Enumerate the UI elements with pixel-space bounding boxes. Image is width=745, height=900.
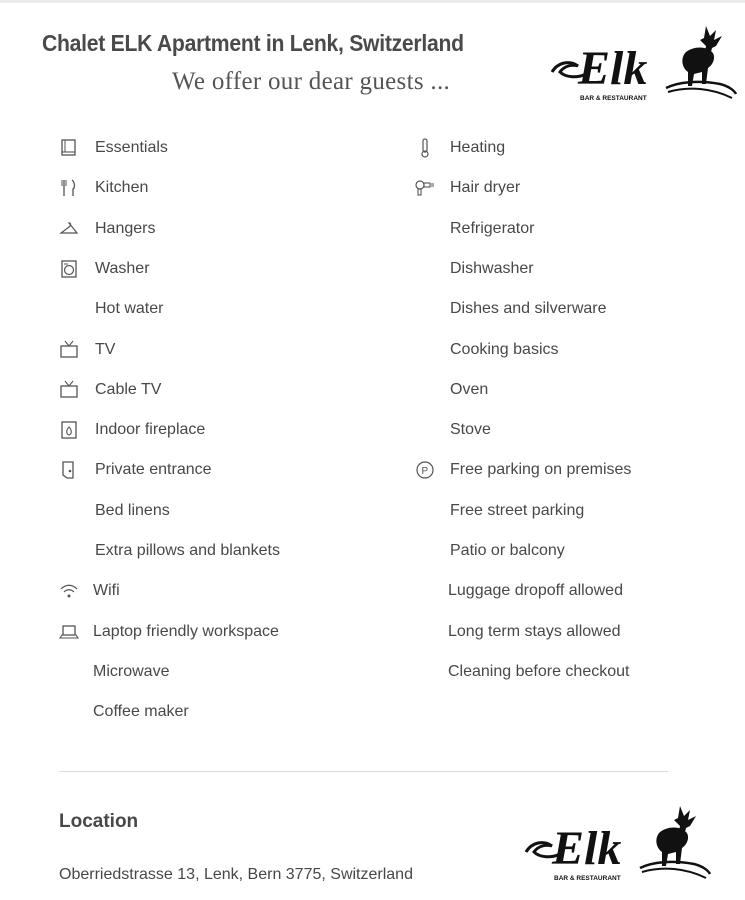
amenity-item (58, 459, 358, 483)
logo-footer-tagline: BAR & RESTAURANT (554, 875, 621, 882)
amenity-item (414, 137, 714, 161)
elk-logo-footer-graphic (522, 802, 712, 884)
tv-icon (58, 379, 80, 401)
amenity-item (58, 621, 358, 645)
amenity-item (414, 621, 714, 645)
amenity-item (414, 339, 714, 363)
amenity-label: Essentials (95, 139, 168, 156)
svg-text:P: P (421, 466, 429, 477)
amenity-item (58, 540, 358, 564)
amenity-label: Cooking basics (450, 341, 559, 358)
amenity-label: Cable TV (95, 381, 162, 398)
page-title: Chalet ELK Apartment in Lenk, Switzerland (42, 30, 464, 56)
location-heading: Location (59, 811, 139, 832)
amenity-item (58, 379, 358, 403)
amenity-label: Heating (450, 139, 506, 156)
amenity-item (414, 580, 714, 604)
thermometer-icon (414, 137, 436, 159)
amenity-label: Oven (450, 381, 489, 398)
amenity-item (414, 177, 714, 201)
amenity-label: Dishes and silverware (450, 300, 607, 317)
amenity-label: Patio or balcony (450, 542, 565, 559)
amenity-item (414, 540, 714, 564)
amenity-label: TV (95, 341, 116, 358)
amenity-item (58, 701, 358, 725)
elk-logo-footer (522, 802, 712, 884)
amenity-label: Wifi (93, 582, 120, 599)
location-address: Oberriedstrasse 13, Lenk, Bern 3775, Switzerland (59, 866, 413, 883)
amenity-label: Kitchen (95, 179, 149, 196)
amenity-item (414, 500, 714, 524)
logo-tagline: BAR & RESTAURANT (580, 95, 647, 102)
amenity-item (58, 580, 358, 604)
amenity-label: Luggage dropoff allowed (448, 582, 623, 599)
amenity-item (58, 500, 358, 524)
amenity-item (414, 298, 714, 322)
amenity-label: Hair dryer (450, 179, 521, 196)
amenity-label: Hot water (95, 300, 164, 317)
amenity-item (414, 459, 714, 483)
amenity-label: Refrigerator (450, 220, 535, 237)
hanger-icon (58, 218, 80, 240)
amenity-item (414, 218, 714, 242)
door-icon (58, 459, 80, 481)
hair-dryer-icon (414, 177, 436, 199)
amenity-item (414, 419, 714, 443)
amenity-label: Indoor fireplace (95, 421, 206, 438)
amenity-item (58, 661, 358, 685)
essentials-icon (58, 137, 80, 159)
amenity-label: Private entrance (95, 461, 212, 478)
amenity-label: Extra pillows and blankets (95, 542, 280, 559)
amenity-item (414, 379, 714, 403)
laptop-icon (58, 621, 80, 643)
amenity-label: Coffee maker (93, 703, 189, 720)
amenity-label: Free street parking (450, 502, 585, 519)
amenity-item (58, 419, 358, 443)
amenity-label: Cleaning before checkout (448, 663, 630, 680)
amenity-label: Washer (95, 260, 150, 277)
washer-icon (58, 258, 80, 280)
wifi-icon (58, 580, 80, 602)
kitchen-icon (58, 177, 80, 199)
amenity-item (58, 137, 358, 161)
amenity-label: Long term stays allowed (448, 623, 621, 640)
amenity-label: Bed linens (95, 502, 170, 519)
logo-footer-wordmark: Elk (552, 822, 622, 875)
amenity-item (58, 339, 358, 363)
amenity-item (58, 177, 358, 201)
amenity-item (414, 258, 714, 282)
amenity-label: Free parking on premises (450, 461, 632, 478)
tv-icon (58, 339, 80, 361)
logo-wordmark: Elk (578, 42, 648, 95)
amenity-label: Microwave (93, 663, 170, 680)
amenity-label: Stove (450, 421, 491, 438)
fireplace-icon (58, 419, 80, 441)
amenity-label: Hangers (95, 220, 156, 237)
amenity-item (414, 661, 714, 685)
amenity-item (58, 218, 358, 242)
amenity-item (58, 298, 358, 322)
amenity-label: Dishwasher (450, 260, 534, 277)
section-divider (59, 771, 668, 772)
parking-icon (414, 459, 436, 481)
page-subtitle: We offer our dear guests ... (172, 68, 451, 95)
amenity-item (58, 258, 358, 282)
amenity-label: Laptop friendly workspace (93, 623, 279, 640)
